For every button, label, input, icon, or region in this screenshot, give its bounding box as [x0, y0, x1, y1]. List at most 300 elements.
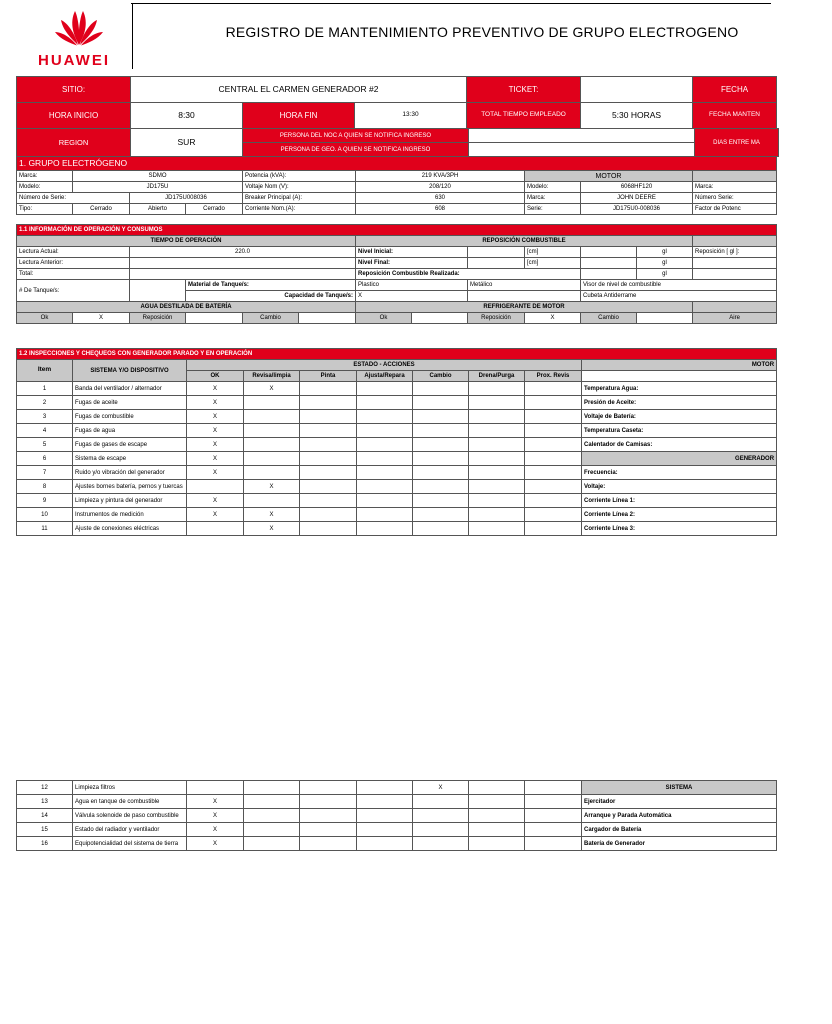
nivel-inicial-label: Nivel Inicial:: [356, 247, 468, 258]
inspection-rows-2: [17, 781, 777, 851]
total-value: [130, 269, 356, 280]
motor-header-pad: [693, 171, 777, 182]
cell-cambio: [413, 410, 469, 424]
cell-cambio: [413, 452, 469, 466]
cell-cambio: [413, 466, 469, 480]
item-number: 16: [17, 837, 73, 851]
persona-geo-value: [469, 143, 695, 157]
cell-pinta: [300, 396, 357, 410]
item-number: 5: [17, 438, 73, 452]
region-table: [16, 128, 779, 157]
side-reading: Voltaje de Batería:: [582, 410, 777, 424]
cambio1-value: [299, 313, 356, 324]
cell-ajusta: [357, 410, 413, 424]
dias-label: DIAS ENTRE MA: [695, 129, 779, 157]
cell-pinta: [300, 809, 357, 823]
cell-prox: [525, 410, 582, 424]
cell-drena: [469, 424, 525, 438]
nivel-inicial-gl-value: [581, 247, 637, 258]
cell-drena: [469, 452, 525, 466]
cell-pinta: [300, 795, 357, 809]
cambio2: Cambio: [581, 313, 637, 324]
cell-pinta: [300, 480, 357, 494]
cell-ok: [187, 781, 244, 795]
cell-revisa: [244, 438, 300, 452]
lectura-anterior-value: [130, 258, 356, 269]
item-description: Fugas de combustible: [73, 410, 187, 424]
cell-ok: X: [187, 494, 244, 508]
huawei-petal-icon: [54, 5, 104, 47]
table-row: [17, 382, 777, 396]
potencia-value: 219 KVA/3PH: [356, 171, 525, 182]
serie-value: JD175U008036: [130, 193, 243, 204]
item-number: 4: [17, 424, 73, 438]
reposicion2: Reposición: [468, 313, 525, 324]
side-reading: SISTEMA: [582, 781, 777, 795]
inspecciones-table-2: [16, 780, 777, 851]
persona-noc-label: PERSONA DEL NOC A QUIEN SE NOTIFICA INGRESO: [243, 129, 469, 143]
sitio-value: CENTRAL EL CARMEN GENERADOR #2: [131, 77, 467, 103]
cell-cambio: [413, 396, 469, 410]
persona-geo-label: PERSONA DE GEO. A QUIEN SE NOTIFICA INGRESO: [243, 143, 469, 157]
refrigerante-header: REFRIGERANTE DE MOTOR: [356, 302, 693, 313]
motor-side-header: MOTOR: [582, 360, 777, 371]
cell-revisa: [244, 424, 300, 438]
cell-drena: [469, 837, 525, 851]
cell-drena: [469, 438, 525, 452]
cell-revisa: X: [244, 480, 300, 494]
tanques-label: # De Tanque/s:: [17, 280, 130, 302]
cell-drena: [469, 494, 525, 508]
modelo-value: JD175U: [73, 182, 243, 193]
table-row: [17, 781, 777, 795]
reposicion-header-pad: [693, 236, 777, 247]
cell-ajusta: [357, 823, 413, 837]
motor-marca-label: Marca:: [525, 193, 581, 204]
cell-pinta: [300, 452, 357, 466]
table-row: [17, 424, 777, 438]
reposicion1-value: [186, 313, 243, 324]
cell-pinta: [300, 494, 357, 508]
cell-cambio: [413, 494, 469, 508]
reposicion-gl-label: Reposición [ gl ]:: [693, 247, 777, 258]
cell-cambio: [413, 795, 469, 809]
logo-wordmark: HUAWEI: [38, 52, 110, 69]
cell-ok: X: [187, 438, 244, 452]
nivel-final-label: Nivel Final:: [356, 258, 468, 269]
nivel-inicial-value: [468, 247, 525, 258]
cell-ajusta: [357, 522, 413, 536]
item-description: Equipotencialidad del sistema de tierra: [73, 837, 187, 851]
info-section-title: 1.1 INFORMACIÓN DE OPERACIÓN Y CONSUMOS: [17, 225, 777, 236]
factor-label: Factor de Potenc: [693, 204, 777, 215]
cell-ok: X: [187, 466, 244, 480]
cell-revisa: [244, 494, 300, 508]
item-description: Fugas de aceite: [73, 396, 187, 410]
item-description: Ajuste de conexiones eléctricas: [73, 522, 187, 536]
cell-revisa: [244, 452, 300, 466]
cell-ok: [187, 522, 244, 536]
side-reading: Corriente Línea 2:: [582, 508, 777, 522]
cell-prox: [525, 823, 582, 837]
item-number: 15: [17, 823, 73, 837]
col-ajusta: Ajusta/Repara: [357, 371, 413, 382]
cell-prox: [525, 795, 582, 809]
item-header: Item: [17, 360, 73, 382]
metalico: Metálico: [468, 280, 581, 291]
cell-ajusta: [357, 452, 413, 466]
side-reading: Arranque y Parada Automática: [582, 809, 777, 823]
table-row: [17, 396, 777, 410]
agua-header: AGUA DESTILADA DE BATERÍA: [17, 302, 356, 313]
cubeta-label: Cubeta Antiderrame: [581, 291, 777, 302]
reposicion-realizada-value: [581, 269, 637, 280]
cell-cambio: [413, 809, 469, 823]
tipo-cerrado-b: Cerrado: [186, 204, 243, 215]
fecha-label: FECHA: [693, 77, 777, 103]
cell-drena: [469, 466, 525, 480]
tipo-abierto: Abierto: [130, 204, 186, 215]
cell-prox: [525, 508, 582, 522]
region-value: SUR: [131, 129, 243, 157]
table-row: [17, 452, 777, 466]
cell-cambio: [413, 508, 469, 522]
cell-cambio: [413, 823, 469, 837]
cell-drena: [469, 410, 525, 424]
motor-serie-label: Serie:: [525, 204, 581, 215]
aire: Aire: [693, 313, 777, 324]
side-reading: Frecuencia:: [582, 466, 777, 480]
cell-cambio: [413, 438, 469, 452]
cell-prox: [525, 494, 582, 508]
huawei-logo: [16, 3, 133, 69]
cell-revisa: [244, 809, 300, 823]
cell-ajusta: [357, 837, 413, 851]
cell-cambio: [413, 424, 469, 438]
ok2-value: [412, 313, 468, 324]
item-description: Limpieza y pintura del generador: [73, 494, 187, 508]
side-reading: Ejercitador: [582, 795, 777, 809]
cell-prox: [525, 809, 582, 823]
cell-pinta: [300, 508, 357, 522]
cell-prox: [525, 522, 582, 536]
side-reading: Presión de Aceite:: [582, 396, 777, 410]
x2: X: [525, 313, 581, 324]
cell-drena: [469, 781, 525, 795]
cell-ok: X: [187, 396, 244, 410]
cell-prox: [525, 438, 582, 452]
motor-modelo-value: 6068HF120: [581, 182, 693, 193]
item-number: 11: [17, 522, 73, 536]
cambio1: Cambio: [243, 313, 299, 324]
tanques-value: [130, 280, 186, 302]
breaker-value: 630: [356, 193, 525, 204]
table-row: [17, 795, 777, 809]
breaker-label: Breaker Principal (A):: [243, 193, 356, 204]
gl1: gl: [637, 247, 693, 258]
lectura-actual-value: 220.0: [130, 247, 356, 258]
cell-prox: [525, 480, 582, 494]
lectura-actual-label: Lectura Actual:: [17, 247, 130, 258]
cell-pinta: [300, 424, 357, 438]
cell-pinta: [300, 781, 357, 795]
item-description: Fugas de gases de escape: [73, 438, 187, 452]
side-reading: Corriente Línea 1:: [582, 494, 777, 508]
side-reading: Temperatura Caseta:: [582, 424, 777, 438]
table-row: [17, 508, 777, 522]
voltaje-value: 208/120: [356, 182, 525, 193]
fecha-mant-label: FECHA MANTEN: [693, 103, 777, 129]
item-number: 6: [17, 452, 73, 466]
col-drena: Drena/Purga: [469, 371, 525, 382]
table-row: [17, 522, 777, 536]
motor-header: MOTOR: [525, 171, 693, 182]
ticket-label: TICKET:: [467, 77, 581, 103]
item-number: 3: [17, 410, 73, 424]
cell-drena: [469, 396, 525, 410]
persona-noc-value: [469, 129, 695, 143]
tiempo-header: TIEMPO DE OPERACIÓN: [17, 236, 356, 247]
cell-drena: [469, 480, 525, 494]
cell-ok: X: [187, 823, 244, 837]
cell-revisa: [244, 466, 300, 480]
hora-inicio-value: 8:30: [131, 103, 243, 129]
cell-revisa: [244, 795, 300, 809]
cell-ok: X: [187, 795, 244, 809]
cap-value: [468, 291, 581, 302]
col-pinta: Pinta: [300, 371, 357, 382]
sistema-header: SISTEMA Y/O DISPOSITIVO: [73, 360, 187, 382]
cell-revisa: [244, 410, 300, 424]
cell-ajusta: [357, 781, 413, 795]
gen-serie-label: Número Serie:: [693, 193, 777, 204]
total-label: TOTAL TIEMPO EMPLEADO: [467, 103, 581, 129]
header-rule: [131, 3, 771, 4]
cell-drena: [469, 809, 525, 823]
sitio-label: SITIO:: [17, 77, 131, 103]
grupo-table: [16, 156, 777, 215]
cell-prox: [525, 396, 582, 410]
cell-ajusta: [357, 382, 413, 396]
cell-ok: [187, 480, 244, 494]
side-reading: GENERADOR: [582, 452, 777, 466]
item-description: Estado del radiador y ventilador: [73, 823, 187, 837]
cell-pinta: [300, 466, 357, 480]
reposicion-realizada-label: Reposición Combustible Realizada:: [356, 269, 581, 280]
cell-ok: X: [187, 508, 244, 522]
cell-ajusta: [357, 396, 413, 410]
motor-serie-value: JD175U0-008036: [581, 204, 693, 215]
cell-ok: X: [187, 809, 244, 823]
estado-header: ESTADO - ACCIONES: [187, 360, 582, 371]
item-number: 14: [17, 809, 73, 823]
col-side-blank: [582, 371, 777, 382]
table-row: [17, 494, 777, 508]
visor-label: Visor de nivel de combustible: [581, 280, 777, 291]
tipo-label: Tipo:: [17, 204, 73, 215]
voltaje-label: Voltaje Nom (V):: [243, 182, 356, 193]
total-row-pad: [693, 269, 777, 280]
ok1: Ok: [17, 313, 73, 324]
cell-drena: [469, 522, 525, 536]
item-description: Limpieza filtros: [73, 781, 187, 795]
table-row: [17, 809, 777, 823]
cell-drena: [469, 508, 525, 522]
table-row: [17, 438, 777, 452]
capacidad-label: Capacidad de Tanque/s:: [186, 291, 356, 302]
item-number: 8: [17, 480, 73, 494]
cell-revisa: X: [244, 522, 300, 536]
cell-cambio: [413, 382, 469, 396]
page-title: REGISTRO DE MANTENIMIENTO PREVENTIVO DE GRUPO ELECTROGENO: [225, 24, 739, 40]
ok2: Ok: [356, 313, 412, 324]
reposicion-gl-value: [693, 258, 777, 269]
col-ok: OK: [187, 371, 244, 382]
item-number: 13: [17, 795, 73, 809]
general-info-table: [16, 76, 777, 129]
ticket-value: [581, 77, 693, 103]
tipo-cerrado-a: Cerrado: [73, 204, 130, 215]
item-description: Válvula solenoide de paso combustible: [73, 809, 187, 823]
cell-ok: X: [187, 382, 244, 396]
cell-ajusta: [357, 480, 413, 494]
cell-cambio: [413, 522, 469, 536]
cell-cambio: [413, 837, 469, 851]
cell-ajusta: [357, 466, 413, 480]
item-number: 2: [17, 396, 73, 410]
table-row: [17, 410, 777, 424]
corriente-value: 608: [356, 204, 525, 215]
item-description: Instrumentos de medición: [73, 508, 187, 522]
cell-ok: X: [187, 424, 244, 438]
cell-ajusta: [357, 494, 413, 508]
potencia-label: Potencia (kVA):: [243, 171, 356, 182]
grupo-section-title: 1. GRUPO ELECTRÓGENO: [17, 157, 777, 171]
cell-revisa: [244, 396, 300, 410]
cell-prox: [525, 466, 582, 480]
marca-label: Marca:: [17, 171, 73, 182]
cell-ajusta: [357, 438, 413, 452]
table-row: [17, 823, 777, 837]
cell-prox: [525, 837, 582, 851]
item-description: Ajustes bornes batería, pernos y tuercas: [73, 480, 187, 494]
side-reading: Corriente Línea 3:: [582, 522, 777, 536]
table-row: [17, 466, 777, 480]
cell-pinta: [300, 823, 357, 837]
motor-modelo-label: Modelo:: [525, 182, 581, 193]
cell-ok: X: [187, 452, 244, 466]
material-label: Material de Tanque/s:: [186, 280, 356, 291]
cell-pinta: [300, 410, 357, 424]
cell-prox: [525, 781, 582, 795]
region-label: REGION: [17, 129, 131, 157]
motor-marca-value: JOHN DEERE: [581, 193, 693, 204]
gl2: gl: [637, 258, 693, 269]
side-reading: Voltaje:: [582, 480, 777, 494]
serie-label: Número de Serie:: [17, 193, 130, 204]
cell-cambio: [413, 480, 469, 494]
inspecciones-section-title: 1.2 INSPECCIONES Y CHEQUEOS CON GENERADOR PARADO Y EN OPERACIÓN: [17, 349, 777, 360]
cm1: [cm]: [525, 247, 581, 258]
info-table: [16, 224, 777, 324]
col-revisa: Revisa/limpia: [244, 371, 300, 382]
cap-x: X: [356, 291, 468, 302]
cell-pinta: [300, 837, 357, 851]
cell-drena: [469, 382, 525, 396]
plastico: Plastico: [356, 280, 468, 291]
side-reading: Cargador de Batería: [582, 823, 777, 837]
col-prox: Prox. Revis: [525, 371, 582, 382]
inspection-rows: [17, 382, 777, 536]
gen-marca-label: Marca:: [693, 182, 777, 193]
item-number: 10: [17, 508, 73, 522]
item-description: Agua en tanque de combustible: [73, 795, 187, 809]
cell-ok: X: [187, 837, 244, 851]
marca-value: SDMO: [73, 171, 243, 182]
hora-fin-value: 13:30: [355, 103, 467, 129]
col-cambio: Cambio: [413, 371, 469, 382]
cell-pinta: [300, 522, 357, 536]
hora-inicio-label: HORA INICIO: [17, 103, 131, 129]
side-reading: Batería de Generador: [582, 837, 777, 851]
nivel-final-value: [468, 258, 525, 269]
item-description: Sistema de escape: [73, 452, 187, 466]
total-label: Total:: [17, 269, 130, 280]
corriente-label: Corriente Nom.(A):: [243, 204, 356, 215]
lectura-anterior-label: Lectura Anterior:: [17, 258, 130, 269]
cell-revisa: [244, 781, 300, 795]
item-description: Banda del ventilador / alternador: [73, 382, 187, 396]
item-number: 1: [17, 382, 73, 396]
gl3: gl: [637, 269, 693, 280]
item-description: Ruido y/o vibración del generador: [73, 466, 187, 480]
cell-ajusta: [357, 809, 413, 823]
hora-fin-label: HORA FIN: [243, 103, 355, 129]
cell-revisa: [244, 823, 300, 837]
cambio2-value: [637, 313, 693, 324]
cell-cambio: X: [413, 781, 469, 795]
cell-ajusta: [357, 424, 413, 438]
cm2: [cm]: [525, 258, 581, 269]
total-value: 5:30 HORAS: [581, 103, 693, 129]
table-row: [17, 480, 777, 494]
cell-pinta: [300, 382, 357, 396]
nivel-final-gl-value: [581, 258, 637, 269]
item-number: 9: [17, 494, 73, 508]
cell-ajusta: [357, 508, 413, 522]
reposicion-header: REPOSICIÓN COMBUSTIBLE: [356, 236, 693, 247]
cell-prox: [525, 382, 582, 396]
cell-pinta: [300, 438, 357, 452]
item-number: 7: [17, 466, 73, 480]
x1: X: [73, 313, 130, 324]
cell-prox: [525, 424, 582, 438]
cell-prox: [525, 452, 582, 466]
cell-drena: [469, 823, 525, 837]
modelo-label: Modelo:: [17, 182, 73, 193]
side-reading: Temperatura Agua:: [582, 382, 777, 396]
reposicion1: Reposición: [130, 313, 186, 324]
cell-revisa: X: [244, 508, 300, 522]
cell-revisa: [244, 837, 300, 851]
cell-revisa: X: [244, 382, 300, 396]
table-row: [17, 837, 777, 851]
maintenance-sheet: [16, 0, 775, 847]
cell-drena: [469, 795, 525, 809]
item-description: Fugas de agua: [73, 424, 187, 438]
cell-ajusta: [357, 795, 413, 809]
side-reading: Calentador de Camisas:: [582, 438, 777, 452]
